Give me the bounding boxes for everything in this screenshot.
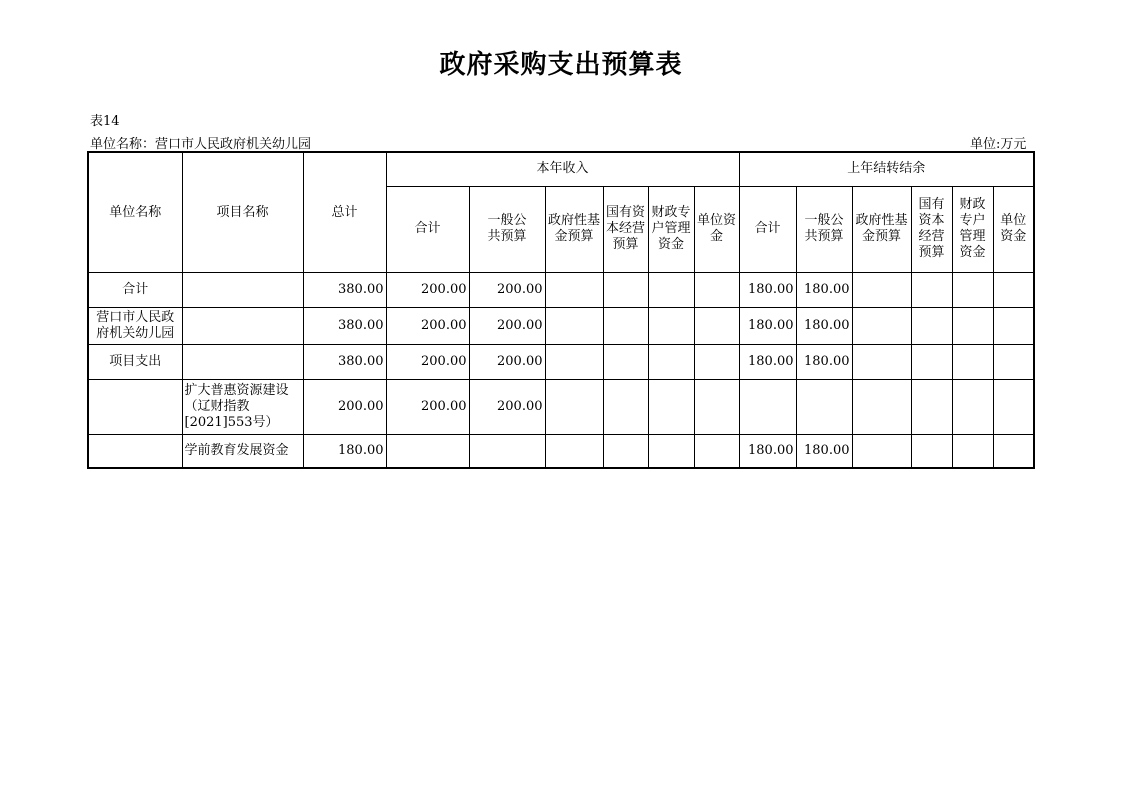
cell-empty <box>694 379 739 434</box>
cell-total: 200.00 <box>303 379 386 434</box>
cell-unit <box>88 379 182 434</box>
cell-empty <box>694 272 739 307</box>
cell-cur-general: 200.00 <box>469 272 545 307</box>
cell-cur-general: 200.00 <box>469 344 545 379</box>
cell-project <box>182 344 303 379</box>
cell-empty <box>852 272 911 307</box>
table-number: 表14 <box>90 114 120 129</box>
cell-project <box>182 307 303 344</box>
cell-cur-general: 200.00 <box>469 307 545 344</box>
col-total: 总计 <box>303 152 386 272</box>
col-prior-total: 合计 <box>739 186 796 272</box>
table-row <box>88 379 1034 434</box>
cell-cur-total: 200.00 <box>386 379 469 434</box>
cell-empty <box>993 379 1034 434</box>
cell-empty <box>952 307 993 344</box>
cell-empty <box>993 307 1034 344</box>
cell-cur-general <box>469 434 545 468</box>
cell-unit <box>88 434 182 468</box>
cell-empty <box>545 307 603 344</box>
col-prior-fund: 政府性基金预算 <box>852 186 911 272</box>
cell-empty <box>852 379 911 434</box>
cell-empty <box>911 344 952 379</box>
cell-empty <box>545 272 603 307</box>
cell-unit: 营口市人民政府机关幼儿园 <box>88 307 182 344</box>
cell-prior-general: 180.00 <box>796 434 852 468</box>
cell-project <box>182 272 303 307</box>
cell-prior-total: 180.00 <box>739 344 796 379</box>
cell-empty <box>911 434 952 468</box>
cell-prior-total: 180.00 <box>739 272 796 307</box>
cell-cur-total <box>386 434 469 468</box>
cell-empty <box>852 344 911 379</box>
group-current-year: 本年收入 <box>386 152 739 186</box>
col-cur-general: 一般公共预算 <box>469 186 545 272</box>
cell-empty <box>911 272 952 307</box>
cell-prior-general: 180.00 <box>796 307 852 344</box>
cell-project: 学前教育发展资金 <box>182 434 303 468</box>
cell-total: 180.00 <box>303 434 386 468</box>
cell-empty <box>911 379 952 434</box>
cell-empty <box>603 344 648 379</box>
cell-total: 380.00 <box>303 272 386 307</box>
cell-empty <box>694 344 739 379</box>
page-title: 政府采购支出预算表 <box>439 50 683 80</box>
cell-total: 380.00 <box>303 307 386 344</box>
cell-cur-total: 200.00 <box>386 307 469 344</box>
cell-empty <box>694 307 739 344</box>
col-cur-special: 财政专户管理资金 <box>648 186 694 272</box>
cell-empty <box>993 344 1034 379</box>
currency-unit: 单位:万元 <box>970 137 1027 152</box>
col-cur-total: 合计 <box>386 186 469 272</box>
col-prior-unit-fund: 单位资金 <box>993 186 1034 272</box>
cell-empty <box>603 434 648 468</box>
cell-empty <box>648 272 694 307</box>
unit-name-line: 单位名称：营口市人民政府机关幼儿园 <box>90 137 312 152</box>
cell-empty <box>648 379 694 434</box>
cell-empty <box>694 434 739 468</box>
cell-cur-total: 200.00 <box>386 344 469 379</box>
col-cur-state-capital: 国有资本经营预算 <box>603 186 648 272</box>
cell-prior-general <box>796 379 852 434</box>
cell-empty <box>545 379 603 434</box>
cell-project: 扩大普惠资源建设（辽财指教[2021]553号） <box>182 379 303 434</box>
cell-empty <box>545 434 603 468</box>
cell-empty <box>993 272 1034 307</box>
cell-empty <box>648 344 694 379</box>
cell-empty <box>911 307 952 344</box>
col-prior-general: 一般公共预算 <box>796 186 852 272</box>
cell-unit: 项目支出 <box>88 344 182 379</box>
cell-prior-total: 180.00 <box>739 307 796 344</box>
cell-empty <box>952 434 993 468</box>
cell-cur-total: 200.00 <box>386 272 469 307</box>
col-cur-unit-fund: 单位资金 <box>694 186 739 272</box>
cell-empty <box>952 379 993 434</box>
cell-empty <box>852 307 911 344</box>
col-project-name: 项目名称 <box>182 152 303 272</box>
table-row <box>88 344 1034 379</box>
table-row <box>88 272 1034 307</box>
cell-unit: 合计 <box>88 272 182 307</box>
cell-empty <box>952 272 993 307</box>
cell-total: 380.00 <box>303 344 386 379</box>
cell-prior-total <box>739 379 796 434</box>
col-prior-state-capital: 国有资本经营预算 <box>911 186 952 272</box>
table-row <box>88 307 1034 344</box>
cell-empty <box>952 344 993 379</box>
table-row <box>88 434 1034 468</box>
col-unit-name: 单位名称 <box>88 152 182 272</box>
cell-prior-general: 180.00 <box>796 344 852 379</box>
cell-empty <box>603 307 648 344</box>
cell-empty <box>852 434 911 468</box>
budget-table <box>87 151 1035 469</box>
group-prior-carryover: 上年结转结余 <box>739 152 1034 186</box>
cell-empty <box>648 434 694 468</box>
cell-empty <box>603 379 648 434</box>
cell-empty <box>993 434 1034 468</box>
col-cur-fund: 政府性基金预算 <box>545 186 603 272</box>
cell-empty <box>545 344 603 379</box>
cell-empty <box>648 307 694 344</box>
cell-cur-general: 200.00 <box>469 379 545 434</box>
cell-empty <box>603 272 648 307</box>
cell-prior-general: 180.00 <box>796 272 852 307</box>
header-row-groups <box>88 152 1034 186</box>
cell-prior-total: 180.00 <box>739 434 796 468</box>
col-prior-special: 财政专户管理资金 <box>952 186 993 272</box>
